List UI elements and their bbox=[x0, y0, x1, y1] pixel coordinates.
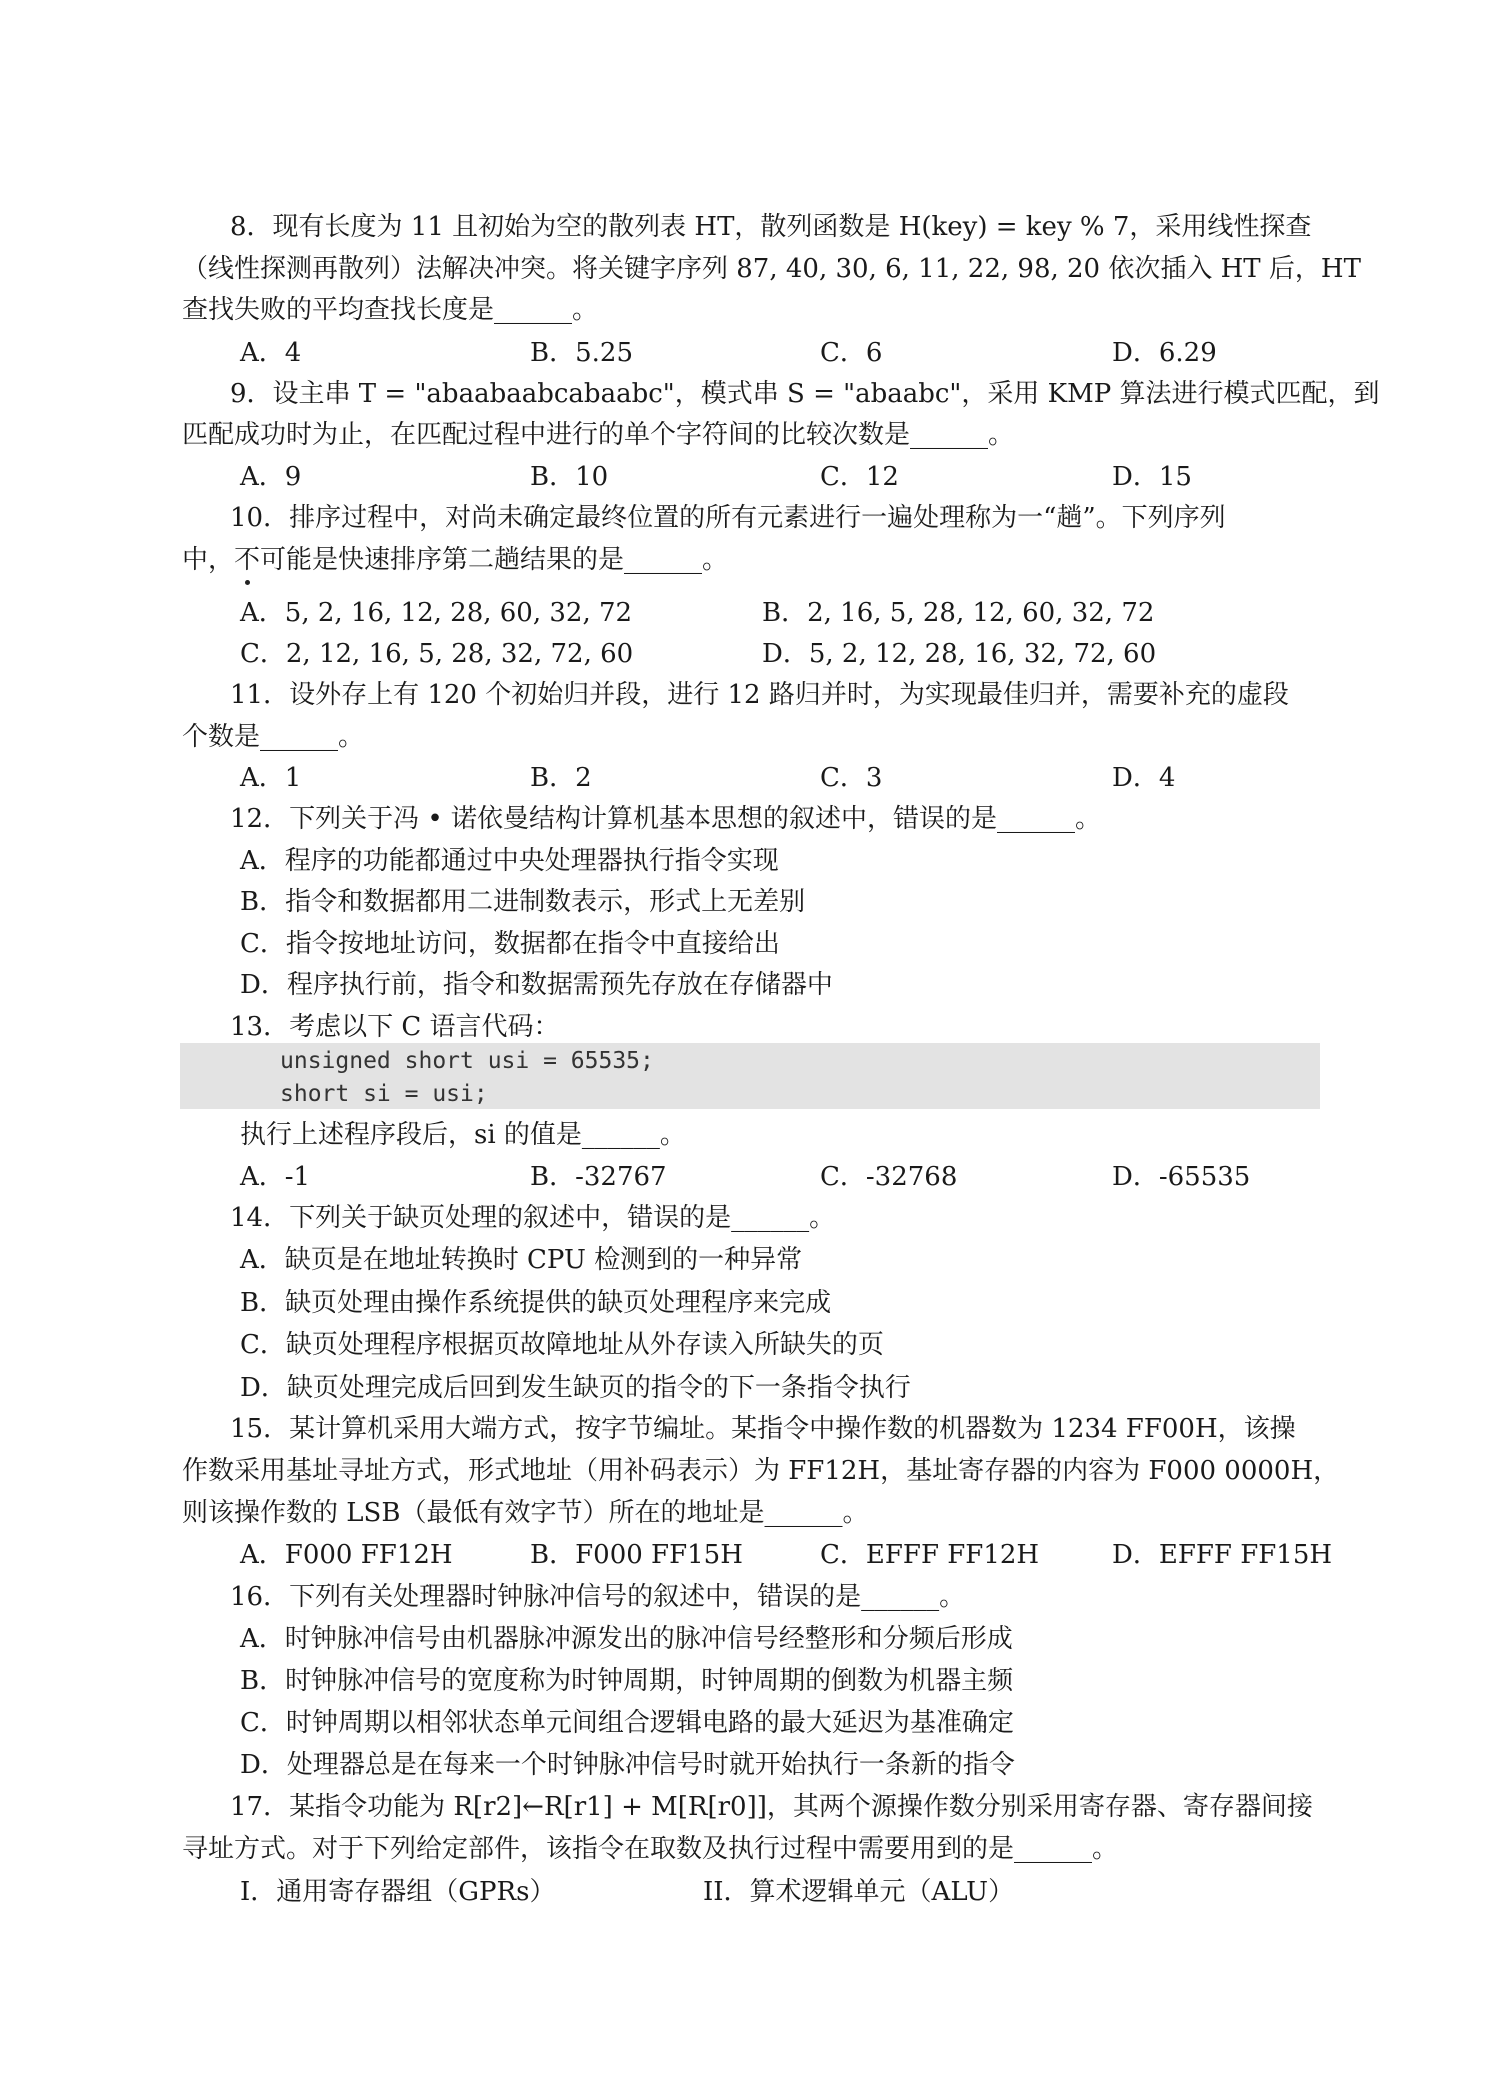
q11-option-b: B．2 bbox=[530, 763, 592, 793]
q15-stem-line-2: 作数采用基址寻址方式，形式地址（用补码表示）为 FF12H，基址寄存器的内容为 F000 0000H， bbox=[182, 1456, 1340, 1486]
q8-option-b: B．5.25 bbox=[530, 338, 633, 368]
q9-option-b: B．10 bbox=[530, 462, 609, 492]
q15-option-d: D．EFFF FF15H bbox=[1112, 1540, 1333, 1570]
q17-stem-line-2: 寻址方式。对于下列给定部件，该指令在取数及执行过程中需要用到的是______。 bbox=[182, 1834, 1119, 1864]
q15-option-a: A．F000 FF12H bbox=[240, 1540, 453, 1570]
q17-stem-line-1: 17．某指令功能为 R[r2]←R[r1] + M[R[r0]]，其两个源操作数分别采用寄存器、寄存器间接 bbox=[230, 1792, 1313, 1822]
q16-stem-line-1: 16．下列有关处理器时钟脉冲信号的叙述中，错误的是______。 bbox=[230, 1582, 966, 1612]
q10-option-d: D．5, 2, 12, 28, 16, 32, 72, 60 bbox=[762, 639, 1157, 669]
q10-option-b: B．2, 16, 5, 28, 12, 60, 32, 72 bbox=[762, 598, 1155, 628]
q9-option-d: D．15 bbox=[1112, 462, 1192, 492]
q13-stem-line-1: 13．考虑以下 C 语言代码： bbox=[230, 1012, 560, 1042]
q14-stem-line-1: 14．下列关于缺页处理的叙述中，错误的是______。 bbox=[230, 1203, 836, 1233]
q17-item-2: II．算术逻辑单元（ALU） bbox=[703, 1877, 1015, 1907]
q11-option-c: C．3 bbox=[820, 763, 883, 793]
code-line-2: short si = usi; bbox=[280, 1081, 488, 1107]
q9-option-a: A．9 bbox=[240, 462, 302, 492]
q14-option-a: A．缺页是在地址转换时 CPU 检测到的一种异常 bbox=[240, 1245, 803, 1275]
q15-option-c: C．EFFF FF12H bbox=[820, 1540, 1040, 1570]
q16-option-a: A．时钟脉冲信号由机器脉冲源发出的脉冲信号经整形和分频后形成 bbox=[240, 1624, 1013, 1654]
q11-option-d: D．4 bbox=[1112, 763, 1176, 793]
q9-stem-line-1: 9．设主串 T = "abaabaabcabaabc"，模式串 S = "abaabc"，采用 KMP 算法进行模式匹配，到 bbox=[230, 379, 1380, 409]
q8-stem-line-3: 查找失败的平均查找长度是______。 bbox=[182, 295, 599, 325]
q10-stem-line-2: 中，不可能是快速排序第二趟结果的是______。 bbox=[182, 545, 729, 575]
q14-option-d: D．缺页处理完成后回到发生缺页的指令的下一条指令执行 bbox=[240, 1373, 911, 1403]
q13-stem-line-2: 执行上述程序段后，si 的值是______。 bbox=[240, 1120, 686, 1150]
q11-option-a: A．1 bbox=[240, 763, 302, 793]
q12-option-c: C．指令按地址访问，数据都在指令中直接给出 bbox=[240, 929, 780, 959]
q14-option-c: C．缺页处理程序根据页故障地址从外存读入所缺失的页 bbox=[240, 1330, 884, 1360]
q15-stem-line-3: 则该操作数的 LSB（最低有效字节）所在的地址是______。 bbox=[182, 1498, 869, 1528]
q12-stem-line-1: 12．下列关于冯 • 诺依曼结构计算机基本思想的叙述中，错误的是______。 bbox=[230, 804, 1101, 834]
q14-option-b: B．缺页处理由操作系统提供的缺页处理程序来完成 bbox=[240, 1288, 832, 1318]
q8-option-a: A．4 bbox=[240, 338, 302, 368]
q16-option-c: C．时钟周期以相邻状态单元间组合逻辑电路的最大延迟为基准确定 bbox=[240, 1708, 1014, 1738]
q15-option-b: B．F000 FF15H bbox=[530, 1540, 743, 1570]
emphasis-dot bbox=[245, 580, 250, 585]
q13-option-a: A．-1 bbox=[240, 1162, 311, 1192]
q12-option-b: B．指令和数据都用二进制数表示，形式上无差别 bbox=[240, 887, 806, 917]
q13-option-c: C．-32768 bbox=[820, 1162, 958, 1192]
q13-option-d: D．-65535 bbox=[1112, 1162, 1251, 1192]
q10-option-c: C．2, 12, 16, 5, 28, 32, 72, 60 bbox=[240, 639, 634, 669]
q8-stem-line-2: （线性探测再散列）法解决冲突。将关键字序列 87, 40, 30, 6, 11, 22, 98, 20 依次插入 HT 后，HT bbox=[182, 254, 1361, 284]
q16-option-b: B．时钟脉冲信号的宽度称为时钟周期，时钟周期的倒数为机器主频 bbox=[240, 1666, 1014, 1696]
q9-stem-line-2: 匹配成功时为止，在匹配过程中进行的单个字符间的比较次数是______。 bbox=[182, 420, 1015, 450]
q11-stem-line-2: 个数是______。 bbox=[182, 722, 365, 752]
q13-option-b: B．-32767 bbox=[530, 1162, 667, 1192]
q8-stem-line-1: 8．现有长度为 11 且初始为空的散列表 HT，散列函数是 H(key) = key % 7，采用线性探查 bbox=[230, 212, 1312, 242]
q10-option-a: A．5, 2, 16, 12, 28, 60, 32, 72 bbox=[240, 598, 633, 628]
q8-option-c: C．6 bbox=[820, 338, 883, 368]
code-line-1: unsigned short usi = 65535; bbox=[280, 1048, 654, 1074]
q12-option-a: A．程序的功能都通过中央处理器执行指令实现 bbox=[240, 846, 779, 876]
q15-stem-line-1: 15．某计算机采用大端方式，按字节编址。某指令中操作数的机器数为 1234 FF00H，该操 bbox=[230, 1414, 1296, 1444]
q11-stem-line-1: 11．设外存上有 120 个初始归并段，进行 12 路归并时，为实现最佳归并，需要补充的虚段 bbox=[230, 680, 1289, 710]
q10-stem-line-1: 10．排序过程中，对尚未确定最终位置的所有元素进行一遍处理称为一“趟”。下列序列 bbox=[230, 503, 1226, 533]
q17-item-1: I．通用寄存器组（GPRs） bbox=[240, 1877, 556, 1907]
q16-option-d: D．处理器总是在每来一个时钟脉冲信号时就开始执行一条新的指令 bbox=[240, 1750, 1015, 1780]
q8-option-d: D．6.29 bbox=[1112, 338, 1217, 368]
q12-option-d: D．程序执行前，指令和数据需预先存放在存储器中 bbox=[240, 970, 833, 1000]
q9-option-c: C．12 bbox=[820, 462, 899, 492]
